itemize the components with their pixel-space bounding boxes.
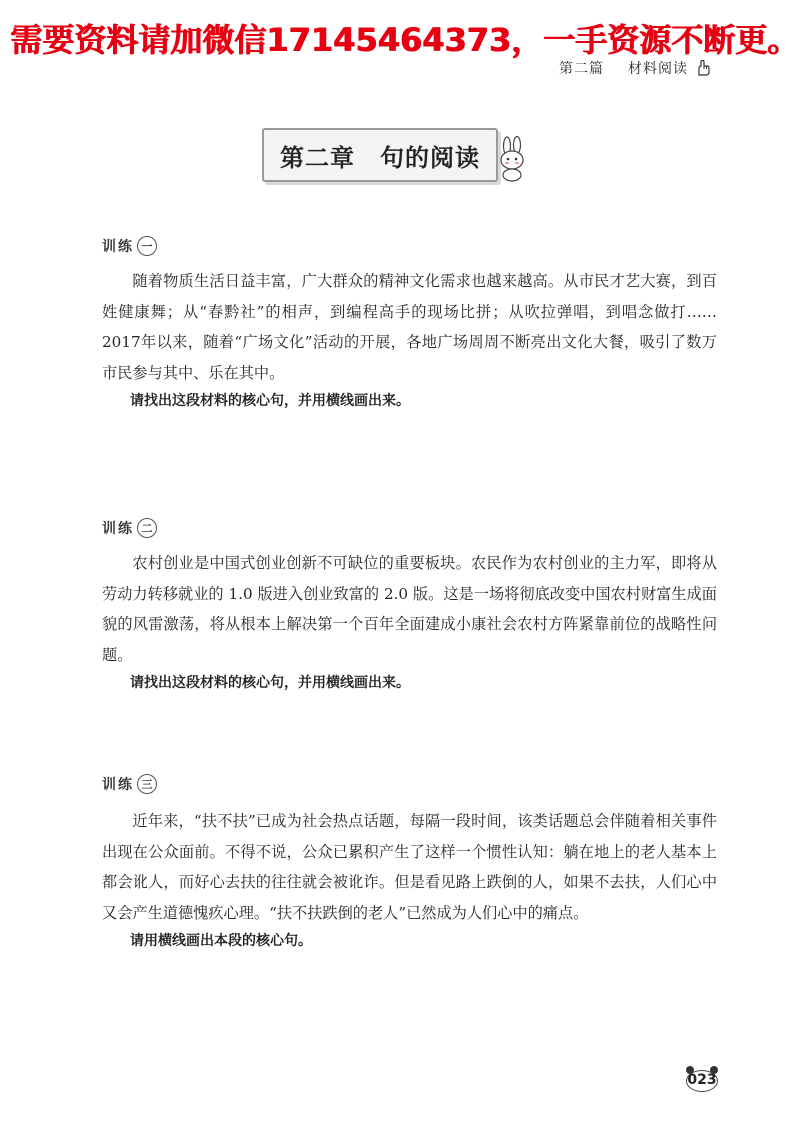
- exercise-paragraph: 随着物质生活日益丰富，广大群众的精神文化需求也越来越高。从市民才艺大赛，到百姓健康舞；从“春黔社”的相声，到编程高手的现场比拼；从吹拉弹唱，到唱念做打……2017年以来，随着“广场文化”活动的开展，各地广场周周不断亮出文化大餐，吸引了数万市民参与其中、乐在其中。: [102, 272, 717, 382]
- exercise-task: 请找出这段材料的核心句，并用横线画出来。: [130, 675, 410, 691]
- exercise-2: [102, 518, 717, 692]
- page-number: [682, 1066, 722, 1094]
- page-number-text: 023: [687, 1072, 717, 1088]
- header-section: 材料阅读: [628, 61, 688, 77]
- exercise-tag: [102, 774, 157, 794]
- bunny-icon: [496, 136, 530, 182]
- pointing-hand-icon: [694, 59, 712, 77]
- exercise-task: 请用横线画出本段的核心句。: [130, 933, 312, 949]
- ad-banner: 需要资料请加微信17145464373，一手资源不断更。: [10, 21, 799, 59]
- exercise-3: [102, 774, 717, 950]
- exercise-paragraph: 农村创业是中国式创业创新不可缺位的重要板块。农民作为农村创业的主力军，即将从劳动力转移就业的 1.0 版进入创业致富的 2.0 版。这是一场将彻底改变中国农村财富生成面貌的风雷激荡，将从根本上解决第一个百年全面建成小康社会农村方阵紧靠前位的战略性问题。: [102, 554, 717, 664]
- exercise-tag-label: 训练: [102, 521, 134, 537]
- exercise-tag-label: 训练: [102, 777, 134, 793]
- exercise-number: 一: [137, 236, 157, 256]
- exercise-tag: [102, 236, 157, 256]
- exercise-number: 二: [137, 518, 157, 538]
- exercise-paragraph: 近年来，“扶不扶”已成为社会热点话题，每隔一段时间，该类话题总会伴随着相关事件出现在公众面前。不得不说，公众已累积产生了这样一个惯性认知：躺在地上的老人基本上都会讹人，而好心去扶的往往就会被讹诈。但是看见路上跌倒的人，如果不去扶，人们心中又会产生道德愧疚心理。“扶不扶跌倒的老人”已然成为人们心中的痛点。: [102, 812, 717, 922]
- running-header: [559, 58, 712, 78]
- exercise-number: 三: [137, 774, 157, 794]
- exercise-tag-label: 训练: [102, 239, 134, 255]
- chapter-title: 第二章 句的阅读: [262, 128, 498, 182]
- exercise-task: 请找出这段材料的核心句，并用横线画出来。: [130, 393, 410, 409]
- exercise-tag: [102, 518, 157, 538]
- exercise-1: [102, 236, 717, 410]
- header-part: 第二篇: [559, 61, 604, 77]
